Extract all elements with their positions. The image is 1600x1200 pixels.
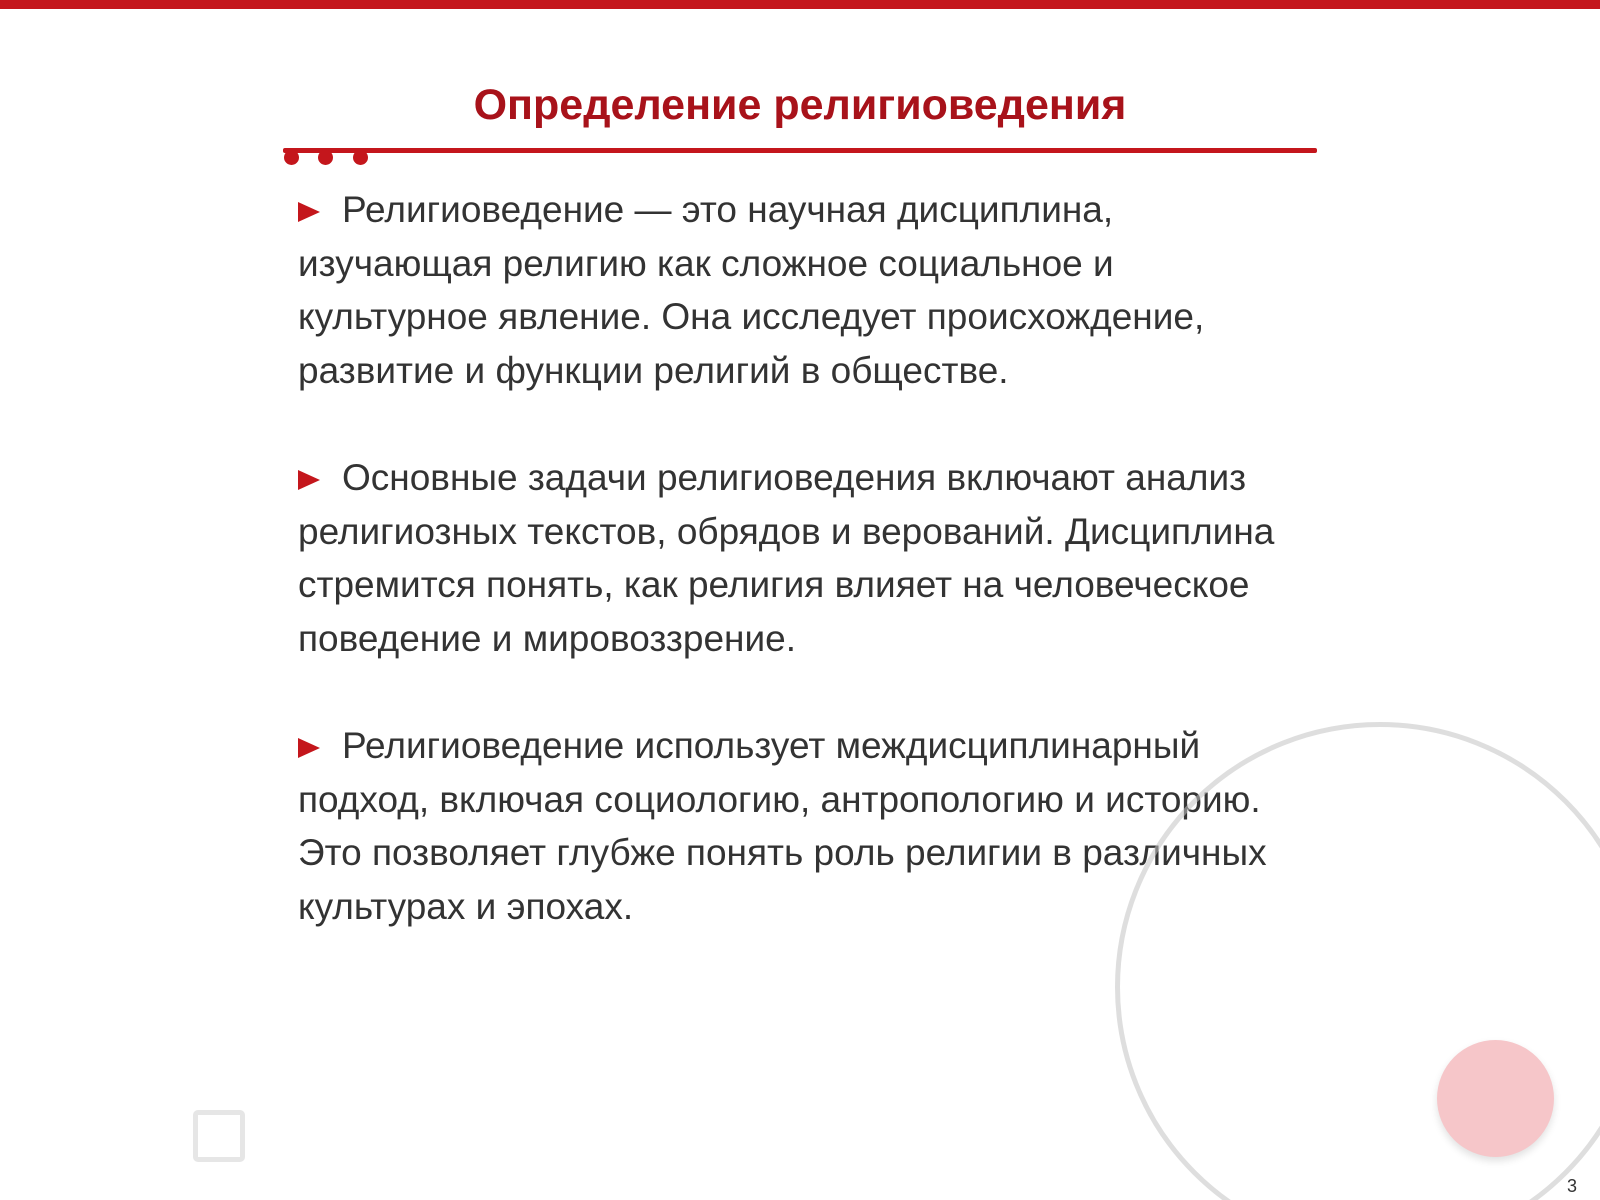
triangle-bullet-icon: [298, 470, 320, 490]
bullet-text-2: Основные задачи религиоведения включают анализ религиозных текстов, обрядов и верований. Дисциплина стремится понять, как религия влияет на человеческое поведение и мировоззрение.: [298, 457, 1275, 659]
decorative-square: [193, 1110, 245, 1162]
bullet-text-1: Религиоведение — это научная дисциплина, изучающая религию как сложное социальное и культурное явление. Она исследует происхождение, развитие и функции религий в обществе.: [298, 189, 1205, 391]
decorative-pink-circle: [1437, 1040, 1554, 1157]
decorative-dot-1: [284, 150, 299, 165]
title-underline: [283, 148, 1317, 153]
slide-title: Определение религиоведения: [473, 81, 1127, 129]
decorative-dot-3: [353, 150, 368, 165]
triangle-bullet-icon: [298, 738, 320, 758]
page-number: 3: [1566, 1176, 1577, 1196]
bullet-item-1: [298, 183, 1308, 397]
decorative-dot-2: [318, 150, 333, 165]
bullet-text-3: Религиоведение использует междисциплинарный подход, включая социологию, антропологию и историю. Это позволяет глубже понять роль религии в различных культурах и эпохах.: [298, 725, 1267, 927]
bullet-item-2: [298, 451, 1308, 665]
top-accent-bar: [0, 0, 1600, 9]
triangle-bullet-icon: [298, 202, 320, 222]
